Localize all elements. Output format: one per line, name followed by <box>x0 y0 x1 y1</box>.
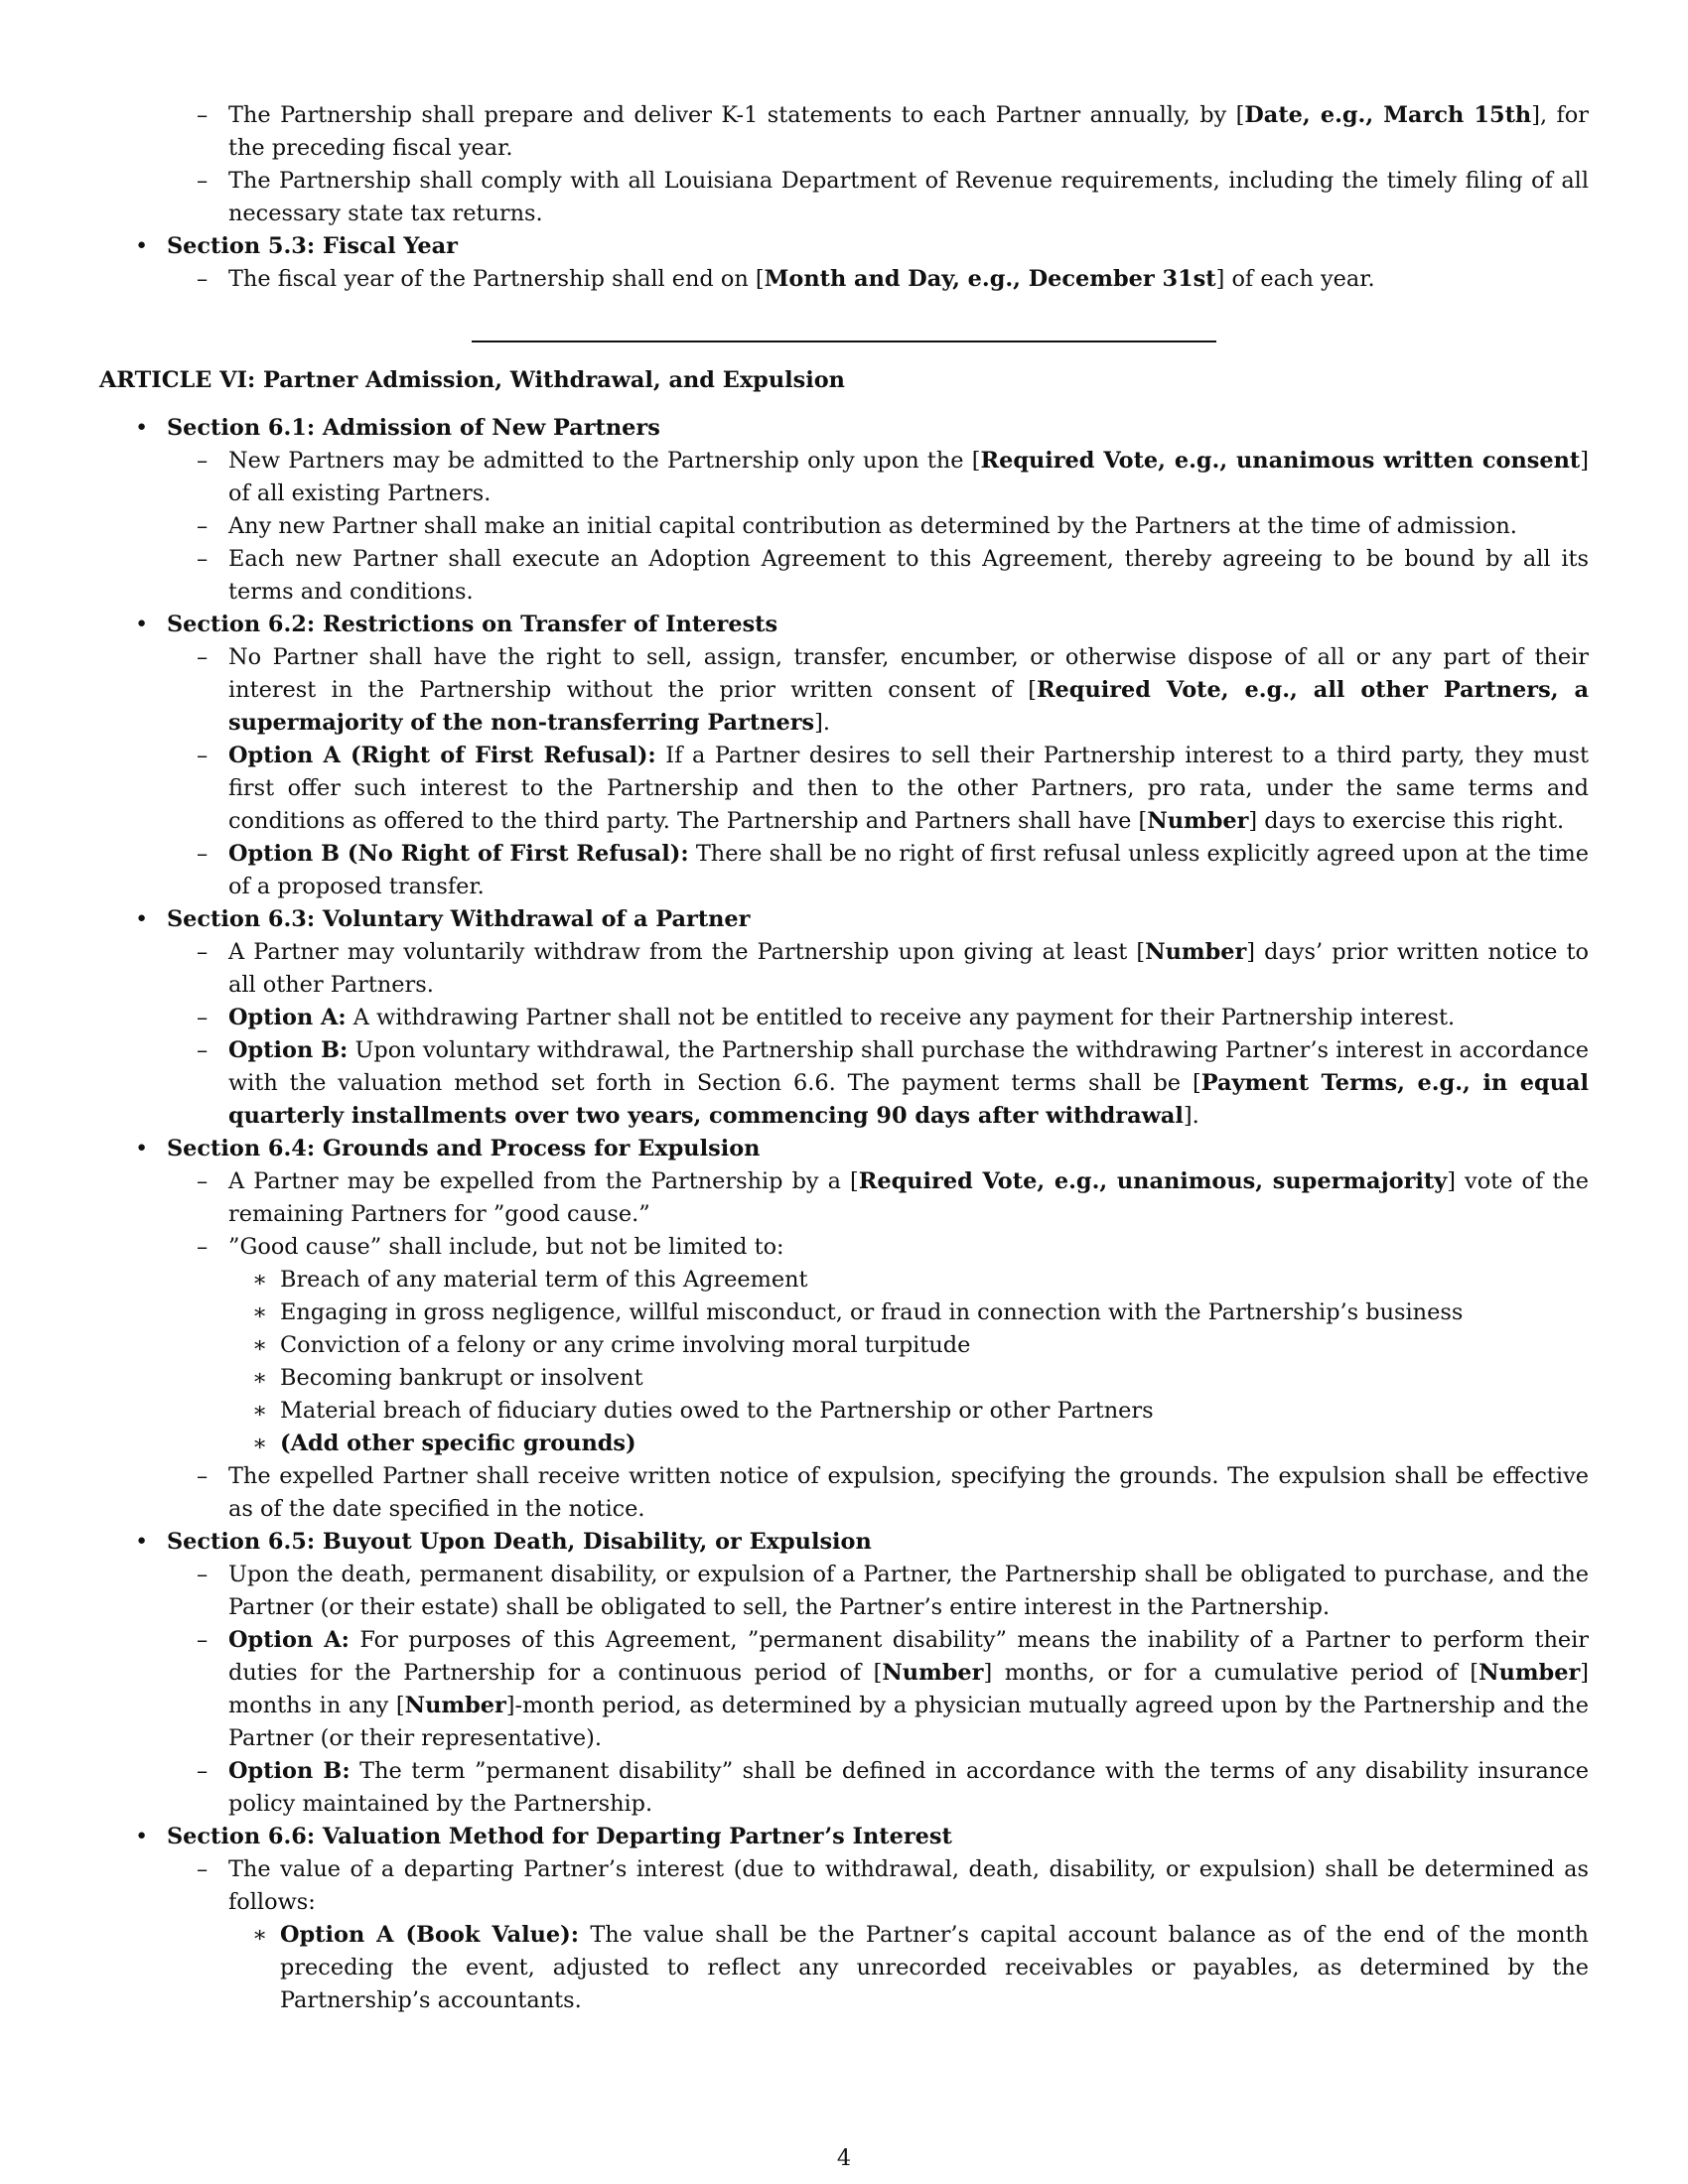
vote-placeholder: Required Vote, e.g., all other Partners, a supermajority of the non-transferring Partners <box>228 677 1589 736</box>
bullet-marker: • <box>135 233 149 259</box>
article-vi-heading: ARTICLE VI: Partner Admission, Withdrawal, and Expulsion <box>99 367 845 393</box>
ground-item <box>99 1297 1589 1329</box>
section-5-3 <box>99 230 1589 263</box>
text-fragment: ] days’ prior written notice to all other Partners. <box>228 939 1590 998</box>
text-fragment: The term ”permanent disability” shall be defined in accordance with the terms of any disability insurance policy maintained by the Partnership. <box>228 1758 1590 1817</box>
star-marker: ∗ <box>252 1267 268 1293</box>
text-fragment: Engaging in gross negligence, willful misconduct, or fraud in connection with the Partnership’s business <box>280 1299 1464 1325</box>
section-title: Section 5.3: Fiscal Year <box>167 233 458 259</box>
section-title: Section 6.2: Restrictions on Transfer of Interests <box>167 612 778 637</box>
text-fragment: If a Partner desires to sell their Partnership interest to a third party, they must first offer such interest to the Partnership and then to the other Partners, pro rata, under the same terms and conditions as offered to the third party. The Partnership and Partners shall have [ <box>228 743 1589 834</box>
text-fragment: A withdrawing Partner shall not be entitled to receive any payment for their Partnership interest. <box>346 1005 1456 1030</box>
text-fragment: Material breach of fiduciary duties owed to the Partnership or other Partners <box>280 1398 1154 1424</box>
section-title: Section 6.6: Valuation Method for Departing Partner’s Interest <box>167 1824 952 1849</box>
k1-date-placeholder: Date, e.g., March 15th <box>1244 102 1532 128</box>
ground-item-other <box>99 1428 1589 1460</box>
ground-item <box>99 1264 1589 1297</box>
dash-marker: – <box>197 644 209 670</box>
buyout-obligation-item <box>99 1559 1589 1624</box>
text-fragment: Upon the death, permanent disability, or expulsion of a Partner, the Partnership shall be obligated to purchase, and the Partner (or their estate) shall be obligated to sell, the Partner’s entire interest in the Partnership. <box>228 1562 1589 1620</box>
bullet-marker: • <box>135 612 149 637</box>
admission-vote-item <box>99 445 1589 510</box>
text-fragment: Breach of any material term of this Agreement <box>280 1267 808 1293</box>
option-label: Option A: <box>228 1005 347 1030</box>
text-fragment: A Partner may voluntarily withdraw from the Partnership upon giving at least [ <box>228 939 1146 965</box>
dash-marker: – <box>197 102 209 128</box>
text-fragment: The expelled Partner shall receive written notice of expulsion, specifying the grounds. The expulsion shall be effective as of the date specified in the notice. <box>228 1463 1589 1522</box>
dash-marker: – <box>197 743 209 768</box>
text-fragment: Each new Partner shall execute an Adoption Agreement to this Agreement, thereby agreeing to be bound by all its terms and conditions. <box>228 546 1589 605</box>
k1-statement-item <box>99 99 1589 165</box>
book-value-option <box>99 1919 1589 2017</box>
ground-item <box>99 1395 1589 1428</box>
option-label: Option B: <box>228 1037 349 1063</box>
page-number: 4 <box>836 2145 852 2171</box>
vote-placeholder: Required Vote, e.g., unanimous written consent <box>980 448 1581 474</box>
ground-item <box>99 1362 1589 1395</box>
text-fragment: For purposes of this Agreement, ”permanent disability” means the inability of a Partner to perform their duties for the Partnership for a continuous period of [ <box>228 1627 1590 1686</box>
number-placeholder: Number <box>882 1660 984 1686</box>
text-fragment: ]. <box>814 710 830 736</box>
dash-marker: – <box>197 1234 209 1260</box>
transfer-consent-item <box>99 641 1589 740</box>
text-fragment: ]. <box>1183 1103 1199 1129</box>
expulsion-vote-item <box>99 1165 1589 1231</box>
withdrawal-notice-item <box>99 936 1589 1002</box>
dash-marker: – <box>197 1758 209 1784</box>
number-placeholder: Number <box>1145 939 1247 965</box>
star-marker: ∗ <box>252 1431 268 1456</box>
bullet-marker: • <box>135 415 149 441</box>
text-fragment: ]-month period, as determined by a physician mutually agreed upon by the Partnership and the Partner (or their representative). <box>228 1693 1589 1751</box>
no-right-of-first-refusal-option <box>99 838 1589 903</box>
section-title: Section 6.1: Admission of New Partners <box>167 415 660 441</box>
dash-marker: – <box>197 1463 209 1489</box>
bullet-marker: • <box>135 1824 149 1849</box>
option-label: Option A (Book Value): <box>280 1922 580 1948</box>
option-label: Option B (No Right of First Refusal): <box>228 841 689 867</box>
bullet-marker: • <box>135 1136 149 1161</box>
dash-marker: – <box>197 1856 209 1882</box>
article-vi-body <box>99 412 1589 2017</box>
disability-option-a <box>99 1624 1589 1755</box>
good-cause-item <box>99 1231 1589 1264</box>
expulsion-notice-item <box>99 1460 1589 1526</box>
fy-text-pre: The fiscal year of the Partnership shall end on [ <box>228 266 765 292</box>
dash-marker: – <box>197 448 209 474</box>
text-fragment: ] months, or for a cumulative period of [ <box>983 1660 1479 1686</box>
bullet-marker: • <box>135 906 149 932</box>
text-fragment: ] vote of the remaining Partners for ”good cause.” <box>228 1168 1589 1227</box>
dash-marker: – <box>197 1627 209 1653</box>
louisiana-compliance-item <box>99 165 1589 230</box>
section-6-1 <box>99 412 1589 445</box>
text-fragment: No Partner shall have the right to sell, assign, transfer, encumber, or otherwise dispose of all or any part of their interest in the Partnership without the prior written consent of [ <box>228 644 1589 703</box>
option-label: Option A (Right of First Refusal): <box>228 743 656 768</box>
star-marker: ∗ <box>252 1365 268 1391</box>
section-title: Section 6.4: Grounds and Process for Expulsion <box>167 1136 761 1161</box>
dash-marker: – <box>197 266 209 292</box>
text-fragment: Any new Partner shall make an initial capital contribution as determined by the Partners at the time of admission. <box>228 513 1517 539</box>
withdrawal-option-a <box>99 1002 1589 1034</box>
number-placeholder: Number <box>404 1693 506 1718</box>
dash-marker: – <box>197 841 209 867</box>
withdrawal-option-b <box>99 1034 1589 1133</box>
vote-placeholder: Required Vote, e.g., unanimous, supermajority <box>858 1168 1448 1194</box>
louisiana-text: The Partnership shall comply with all Louisiana Department of Revenue requirements, including the timely filing of all necessary state tax returns. <box>228 168 1589 226</box>
text-fragment: Becoming bankrupt or insolvent <box>280 1365 643 1391</box>
dash-marker: – <box>197 546 209 572</box>
star-marker: ∗ <box>252 1332 268 1358</box>
section-title: Section 6.3: Voluntary Withdrawal of a Partner <box>167 906 751 932</box>
dash-marker: – <box>197 939 209 965</box>
fiscal-year-item <box>99 263 1589 296</box>
adoption-agreement-item <box>99 543 1589 609</box>
fy-date-placeholder: Month and Day, e.g., December 31st <box>764 266 1216 292</box>
section-6-3 <box>99 903 1589 936</box>
dash-marker: – <box>197 1005 209 1030</box>
bullet-marker: • <box>135 1529 149 1555</box>
text-fragment: Conviction of a felony or any crime involving moral turpitude <box>280 1332 971 1358</box>
section-6-2 <box>99 609 1589 641</box>
text-fragment: ] months in any [ <box>228 1660 1589 1718</box>
fy-text-post: ] of each year. <box>1215 266 1375 292</box>
text-fragment: A Partner may be expelled from the Partnership by a [ <box>228 1168 859 1194</box>
section-6-6 <box>99 1821 1589 1853</box>
option-label: Option A: <box>228 1627 350 1653</box>
ground-item <box>99 1329 1589 1362</box>
dash-marker: – <box>197 168 209 194</box>
text-fragment: The value shall be the Partner’s capital account balance as of the end of the month preceding the event, adjusted to reflect any unrecorded receivables or payables, as determined by the Partnership’s accountants. <box>280 1922 1589 2013</box>
right-of-first-refusal-option <box>99 740 1589 838</box>
article-v-continuation <box>99 99 1589 296</box>
option-label: Option B: <box>228 1758 351 1784</box>
star-marker: ∗ <box>252 1922 268 1948</box>
star-marker: ∗ <box>252 1398 268 1424</box>
k1-text-pre: The Partnership shall prepare and deliver K-1 statements to each Partner annually, by [ <box>228 102 1245 128</box>
section-6-4 <box>99 1133 1589 1165</box>
text-fragment: The value of a departing Partner’s interest (due to withdrawal, death, disability, or expulsion) shall be determined as follows: <box>228 1856 1589 1915</box>
disability-option-b <box>99 1755 1589 1821</box>
text-fragment: ] days to exercise this right. <box>1248 808 1565 834</box>
section-6-5 <box>99 1526 1589 1559</box>
number-placeholder: Number <box>1147 808 1249 834</box>
k1-text-post: ], for the preceding fiscal year. <box>228 102 1589 161</box>
dash-marker: – <box>197 1037 209 1063</box>
text-fragment: New Partners may be admitted to the Partnership only upon the [ <box>228 448 981 474</box>
section-title: Section 6.5: Buyout Upon Death, Disability, or Expulsion <box>167 1529 872 1555</box>
number-placeholder: Number <box>1478 1660 1581 1686</box>
text-fragment: Upon voluntary withdrawal, the Partnership shall purchase the withdrawing Partner’s interest in accordance with the valuation method set forth in Section 6.6. The payment terms shall be [ <box>228 1037 1589 1096</box>
valuation-intro-item <box>99 1853 1589 1919</box>
payment-terms-placeholder: Payment Terms, e.g., in equal quarterly installments over two years, commencing 90 days after withdrawal <box>228 1070 1589 1129</box>
star-marker: ∗ <box>252 1299 268 1325</box>
capital-contribution-item <box>99 510 1589 543</box>
dash-marker: – <box>197 513 209 539</box>
dash-marker: – <box>197 1562 209 1587</box>
text-fragment: There shall be no right of first refusal unless explicitly agreed upon at the time of a proposed transfer. <box>228 841 1589 899</box>
horizontal-rule <box>472 341 1216 342</box>
other-grounds-placeholder: (Add other specific grounds) <box>280 1431 636 1456</box>
dash-marker: – <box>197 1168 209 1194</box>
text-fragment: ] of all existing Partners. <box>228 448 1589 506</box>
text-fragment: ”Good cause” shall include, but not be limited to: <box>228 1234 784 1260</box>
